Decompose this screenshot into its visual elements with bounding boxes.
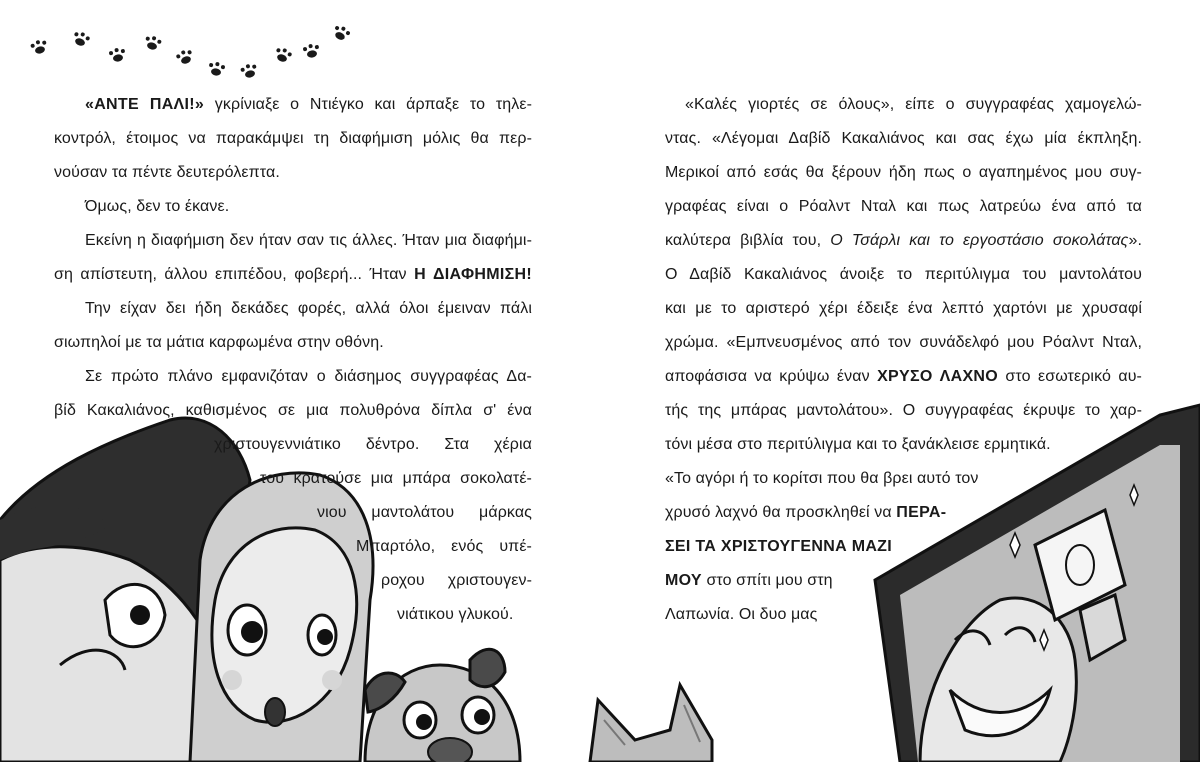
text-line [85,224,532,258]
text-line [85,88,532,122]
text-run: «Το αγόρι ή το κορίτσι που θα βρει αυτό τον [665,470,979,487]
text-line [665,326,1142,360]
text-run: σιωπηλοί με τα μάτια καρφωμένα στην οθόνη. [54,334,384,351]
text-line [85,292,532,326]
text-run: Την είχαν δει ήδη δεκάδες φορές, αλλά όλοι έμειναν πάλι [85,300,532,317]
text-line [85,190,229,224]
text-line [260,462,532,496]
text-line [54,258,532,292]
text-run: τής της μπάρας μαντολάτου». Ο συγγραφέας έκρυψε το χαρ- [665,402,1142,419]
text-line [214,428,532,462]
text-line [54,156,280,190]
text-run: στο εσωτερικό αυ- [998,368,1142,385]
text-run: Λαπωνία. Οι δυο μας [665,606,818,623]
text-run: καλύτερα βιβλία του, [665,232,831,249]
text-run: χρώμα. «Εμπνευσμένος από τον συνάδελφό μου Ρόαλντ Νταλ, [665,334,1142,351]
text-run: στο σπίτι μου στη [701,572,833,589]
text-line [665,394,1142,428]
bold-text: ΣΕΙ ΤΑ ΧΡΙΣΤΟΥΓΕΝΝΑ ΜΑΖΙ [665,538,892,555]
text-line [665,292,1142,326]
bold-text: ΧΡΥΣΟ ΛΑΧΝΟ [877,368,999,385]
text-run: «Καλές γιορτές σε όλους», είπε ο συγγραφέας χαμογελώ- [685,96,1142,113]
bold-text: «ΑΝΤΕ ΠΑΛΙ!» [85,96,205,113]
text-run: βίδ Κακαλιάνος, καθισμένος σε μια πολυθρόνα δίπλα σ' ένα [54,402,532,419]
text-line [54,394,532,428]
text-line [85,360,532,394]
text-run: ». [1128,232,1142,249]
text-run: Όμως, δεν το έκανε. [85,198,230,215]
text-line [665,496,946,530]
text-run: χρυσό λαχνό θα προσκληθεί να [665,504,897,521]
cat-ears-icon [590,685,712,762]
text-line [381,564,532,598]
text-run: γραφέας είναι ο Ρόαλντ Νταλ και πως λατρεύω ένα από τα [665,198,1142,215]
text-line [665,360,1142,394]
text-line [665,598,817,632]
text-line [665,224,1142,258]
text-line [665,462,979,496]
text-line [665,122,1142,156]
text-run: κοντρόλ, έτοιμος να παρακάμψει τη διαφήμιση μόλις θα περ- [54,130,532,147]
text-run: νιου μαντολάτου μάρκας [317,504,532,521]
bold-text: ΠΕΡΑ- [896,504,947,521]
text-line [665,428,1051,462]
text-run: νιάτικου γλυκού. [397,606,514,623]
text-run: αποφάσισα να κρύψω έναν [665,368,878,385]
text-run: τόνι μέσα στο περιτύλιγμα και το ξανάκλεισε ερμητικά. [665,436,1051,453]
text-run: Μπαρτόλο, ενός υπέ- [356,538,532,555]
text-line [665,530,892,564]
paw-prints-icon [30,24,352,80]
text-line [665,156,1142,190]
pug-dog-icon [365,649,520,762]
text-run: γκρίνιαξε ο Ντιέγκο και άρπαξε το τηλε- [204,96,532,113]
text-line [665,190,1142,224]
text-run: Μερικοί από εσάς θα ξέρουν ήδη πως ο αγαπημένος μου συγ- [665,164,1142,181]
bold-text: Η ΔΙΑΦΗΜΙΣΗ! [414,266,532,283]
text-run: Εκείνη η διαφήμιση δεν ήταν σαν τις άλλες. Ήταν μια διαφήμι- [85,232,532,249]
text-run: χριστουγεννιάτικο δέντρο. Στα χέρια [214,436,532,453]
text-line [665,258,1142,292]
text-line [54,326,384,360]
text-run: του κρατούσε μια μπάρα σοκολατέ- [260,470,532,487]
text-run: ντας. «Λέγομαι Δαβίδ Κακαλιάνος και σας έχω μία έκπληξη. [665,130,1142,147]
text-line [397,598,513,632]
text-line [665,564,833,598]
text-run: Ο Δαβίδ Κακαλιάνος άνοιξε το περιτύλιγμα του μαντολάτου [665,266,1142,283]
text-run: ση απίστευτη, άλλου επιπέδου, φοβερή... Ήταν [54,266,415,283]
text-run: και με το αριστερό χέρι έδειξε ένα λεπτό χαρτόνι με χρυσαφί [665,300,1142,317]
text-run: Σε πρώτο πλάνο εμφανιζόταν ο διάσημος συγγραφέας Δα- [85,368,532,385]
text-line [685,88,1142,122]
bold-text: ΜΟΥ [665,572,702,589]
text-run: νούσαν τα πέντε δευτερόλεπτα. [54,164,280,181]
text-line [54,122,532,156]
text-line [356,530,532,564]
text-run: ροχου χριστουγεν- [381,572,532,589]
italic-title: Ο Τσάρλι και το εργοστάσιο σοκολάτας [830,232,1129,249]
text-line [317,496,532,530]
